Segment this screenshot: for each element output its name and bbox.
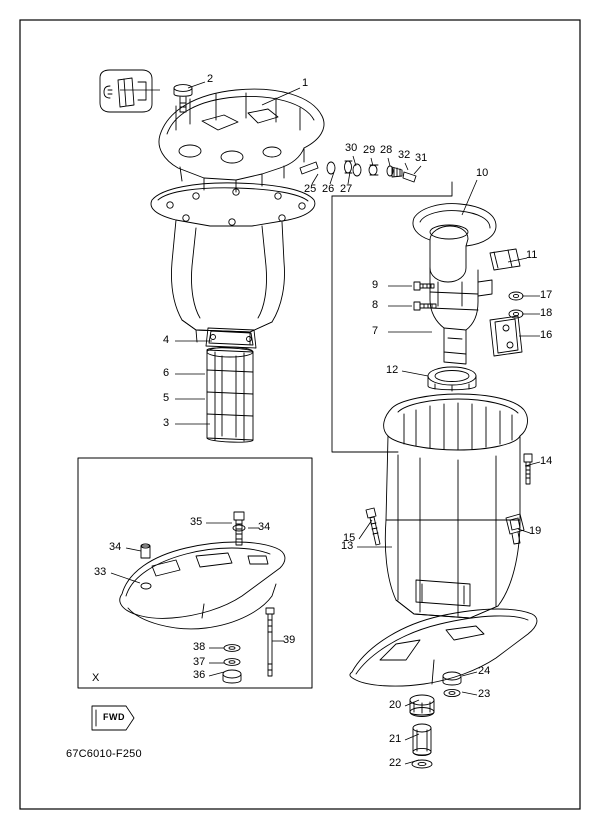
exhaust-tube-assembly [207,347,253,442]
callout-12: 12 [386,364,399,376]
callout-15: 15 [343,532,356,544]
part-code-label: 67C6010-F250 [66,748,142,760]
leader-12 [402,371,428,376]
callout-2: 2 [207,73,214,85]
inset-box [78,458,312,688]
callout-5: 5 [163,392,170,404]
inset-marker-x: X [92,672,100,684]
bottom-fasteners [410,672,461,768]
inset-bracket [100,70,152,112]
callout-10: 10 [476,167,489,179]
callout-19: 19 [529,525,542,537]
callout-24: 24 [478,665,491,677]
leader-10 [462,180,477,215]
bracket-11 [490,249,520,270]
callout-8: 8 [372,299,379,311]
callout-23: 23 [478,688,491,700]
callout-17: 17 [540,289,553,301]
leader-32 [405,163,408,170]
callout-3: 3 [163,417,170,429]
leader-14 [525,462,540,466]
inset-cover-33 [120,542,285,629]
fwd-direction-label: FWD [103,712,125,722]
anode-16 [490,316,522,356]
callout-14: 14 [540,455,553,467]
leader-1 [262,88,300,105]
callout-7: 7 [372,325,379,337]
callout-18: 18 [540,307,553,319]
leader-28 [388,158,390,166]
leader-20 [405,700,419,706]
callout-16: 16 [540,329,553,341]
callout-35: 35 [190,516,203,528]
callout-29: 29 [363,144,376,156]
clip-19 [506,514,524,544]
callout-21: 21 [389,733,402,745]
callout-32: 32 [398,149,411,161]
callout-34-a: 34 [258,521,271,533]
callout-31: 31 [415,152,428,164]
leader-34b [126,548,141,551]
inset-bolt-35 [234,512,244,545]
washer-17 [509,292,523,300]
callout-13: 13 [341,540,354,552]
inset-collar-34b [141,544,150,558]
callout-39: 39 [283,634,296,646]
lower-casing-13 [384,394,528,618]
ring-12 [428,367,476,391]
bolt-part-2 [174,85,192,112]
leader-23 [462,692,477,695]
inset-fasteners [223,608,274,683]
leader-11 [508,258,527,262]
callout-26: 26 [322,183,335,195]
callout-11: 11 [526,249,538,261]
page-border [20,20,580,809]
callout-38: 38 [193,641,206,653]
callout-27: 27 [340,183,353,195]
callout-33: 33 [94,566,107,578]
callout-22: 22 [389,757,402,769]
callout-28: 28 [380,144,393,156]
callout-20: 20 [389,699,402,711]
leader-33 [111,573,140,583]
callout-4: 4 [163,334,170,346]
callout-37: 37 [193,656,206,668]
inset-collar-34a [233,525,245,531]
callout-9: 9 [372,279,379,291]
callout-6: 6 [163,367,170,379]
leader-36 [209,672,224,676]
bolt-9 [414,282,434,290]
leader-30 [353,156,356,166]
callout-34-b: 34 [109,541,122,553]
bolt-15 [366,508,380,545]
leader-31 [414,166,421,174]
callout-36: 36 [193,669,206,681]
leader-15 [359,520,372,539]
bolt-14 [524,454,532,484]
upper-casing-assembly [151,89,324,344]
callout-1: 1 [302,77,309,89]
leader-2 [188,82,205,88]
bolt-8 [414,302,436,310]
small-parts-25-27 [300,161,352,174]
callout-30: 30 [345,142,358,154]
callout-25: 25 [304,183,317,195]
